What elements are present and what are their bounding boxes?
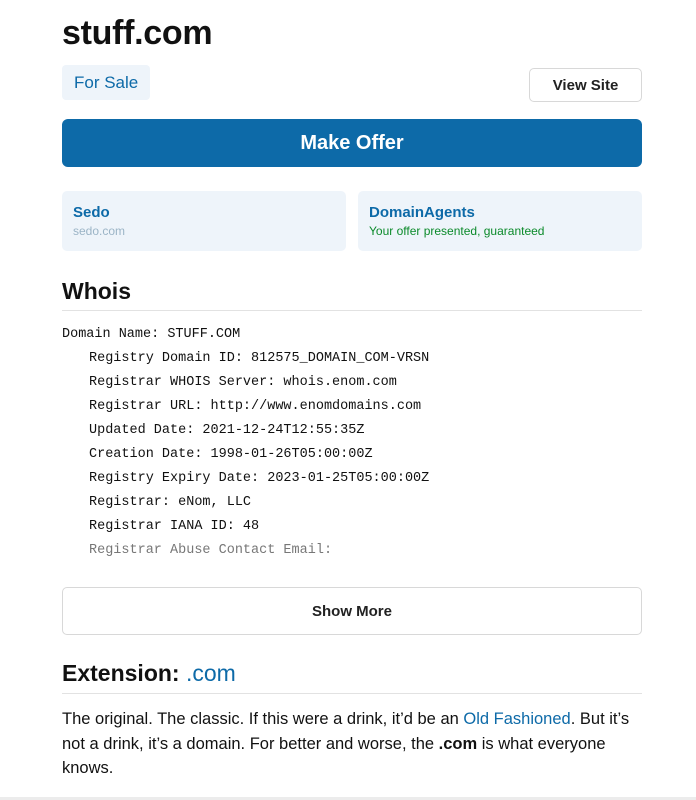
whois-line: Updated Date: 2021-12-24T12:55:35Z xyxy=(89,423,365,438)
extension-link[interactable]: .com xyxy=(185,660,236,686)
desc-bold: .com xyxy=(438,734,478,753)
divider xyxy=(62,693,642,694)
desc-text: The original. The classic. If this were a drink, it’d be an xyxy=(62,710,464,728)
extension-heading-label: Extension: xyxy=(62,660,180,686)
broker-subtitle: sedo.com xyxy=(73,224,126,238)
whois-line: Registrar: eNom, LLC xyxy=(89,495,252,510)
whois-line: Registry Expiry Date: 2023-01-25T05:00:00Z xyxy=(89,471,430,486)
divider xyxy=(62,310,642,311)
whois-line: Registry Domain ID: 812575_DOMAIN_COM-VRSN xyxy=(89,351,430,366)
old-fashioned-link[interactable]: Old Fashioned xyxy=(463,710,571,728)
status-badge: For Sale xyxy=(62,65,150,100)
broker-name: Sedo xyxy=(73,204,110,221)
broker-card-domainagents[interactable] xyxy=(358,191,642,251)
show-more-button[interactable]: Show More xyxy=(62,587,642,635)
whois-record xyxy=(62,323,642,567)
broker-subtitle: Your offer presented, guaranteed xyxy=(369,224,545,238)
desc-text: . But it’s not a drink, it’s a domain. For better and worse, the xyxy=(62,710,630,753)
whois-line: Registrar Abuse Contact Email: xyxy=(89,543,333,558)
page-title: stuff.com xyxy=(62,14,213,52)
extension-heading xyxy=(62,660,236,687)
whois-line: Creation Date: 1998-01-26T05:00:00Z xyxy=(89,447,373,462)
whois-heading: Whois xyxy=(62,278,131,304)
whois-line: Registrar URL: http://www.enomdomains.com xyxy=(89,399,422,414)
extension-description xyxy=(62,707,642,781)
desc-text: is what everyone knows. xyxy=(62,734,606,777)
whois-line: Registrar WHOIS Server: whois.enom.com xyxy=(89,375,397,390)
broker-name: DomainAgents xyxy=(369,204,475,221)
view-site-button[interactable]: View Site xyxy=(529,68,642,102)
whois-line: Domain Name: STUFF.COM xyxy=(62,327,241,342)
whois-line: Registrar IANA ID: 48 xyxy=(89,519,260,534)
make-offer-button[interactable]: Make Offer xyxy=(62,119,642,167)
broker-card-sedo[interactable] xyxy=(62,191,346,251)
